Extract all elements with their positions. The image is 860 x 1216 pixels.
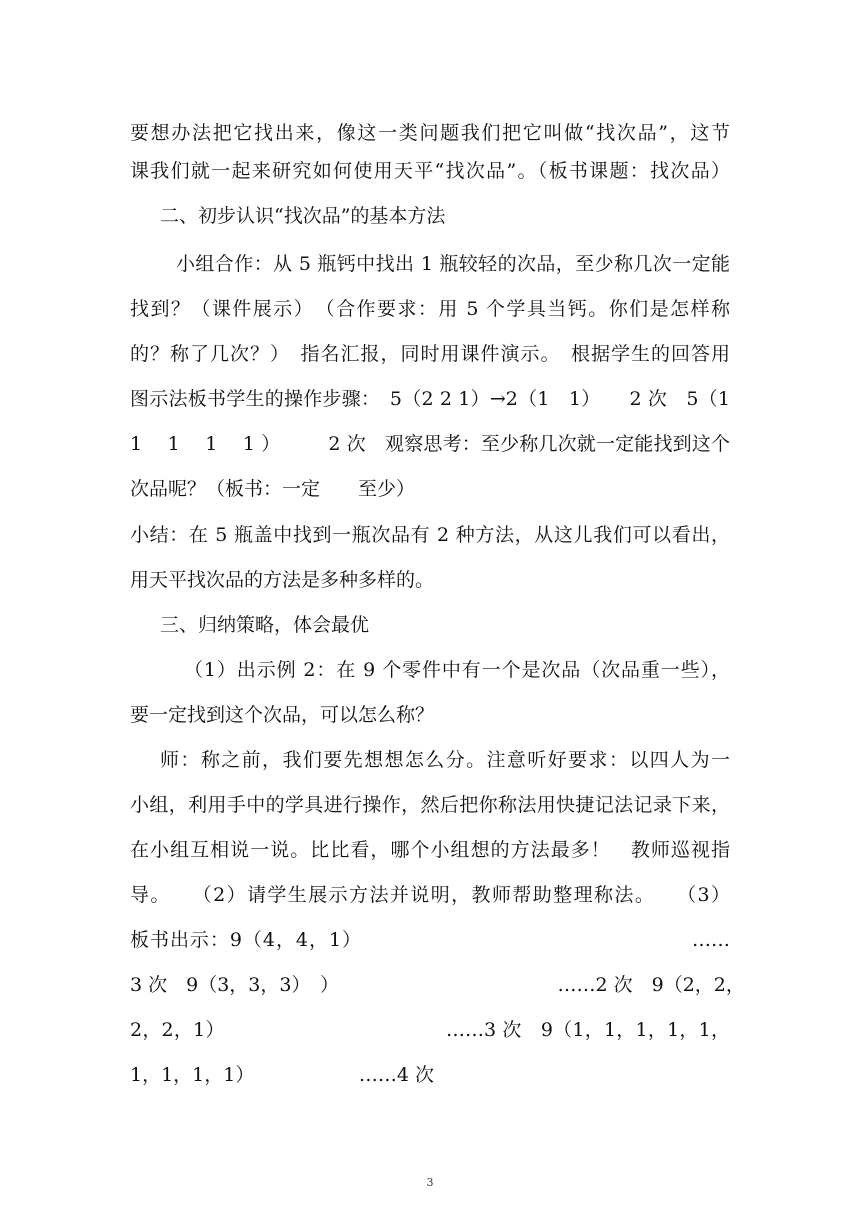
text-line: 要想办法把它找出来，像这一类问题我们把它叫做“找次品”，这节 xyxy=(130,122,730,144)
text-line: 板书出示：9（4，4，1） …… xyxy=(130,929,730,951)
text-line: 要一定找到这个次品，可以怎么称？ xyxy=(130,704,435,726)
text-line: 小组合作：从 5 瓶钙中找出 1 瓶较轻的次品，至少称几次一定能 xyxy=(176,253,730,275)
text-line: 次品呢？（板书：一定 至少） xyxy=(130,478,416,500)
summary-line: 小结：在 5 瓶盖中找到一瓶次品有 2 种方法，从这儿我们可以看出， xyxy=(130,524,730,546)
text-line: （1）出示例 2：在 9 个零件中有一个是次品（次品重一些）， xyxy=(184,659,730,681)
text-line: 导。 （2）请学生展示方法并说明，教师帮助整理称法。 （3） xyxy=(130,884,730,906)
page-number: 3 xyxy=(426,1176,434,1189)
text-line: 小组，利用手中的学具进行操作，然后把你称法用快捷记法记录下来， xyxy=(130,794,730,816)
text-line: 3 次 9（3，3，3） ） ……2 次 9（2，2， xyxy=(130,974,745,996)
text-line: 师：称之前，我们要先想想怎么分。注意听好要求：以四人为一 xyxy=(160,749,730,771)
text-line: 课我们就一起来研究如何使用天平“找次品”。（板书课题：找次品） xyxy=(130,160,730,182)
text-line: 1 1 1 1 ） 2 次 观察思考：至少称几次就一定能找到这个 xyxy=(130,433,730,455)
section-heading: 三、归纳策略，体会最优 xyxy=(160,614,370,636)
text-line: 用天平找次品的方法是多种多样的。 xyxy=(130,569,435,591)
text-line: 图示法板书学生的操作步骤： 5（2 2 1）→2（1 1） 2 次 5（1 xyxy=(130,388,730,410)
text-line: 的？称了几次？） 指名汇报，同时用课件演示。 根据学生的回答用 xyxy=(130,343,730,365)
section-heading: 二、初步认识“找次品”的基本方法 xyxy=(160,205,446,227)
text-line: 2，2，1） ……3 次 9（1，1，1，1，1， xyxy=(130,1019,730,1041)
text-line: 在小组互相说一说。比比看，哪个小组想的方法最多！ 教师巡视指 xyxy=(130,839,730,861)
text-line: 1，1，1，1） ……4 次 xyxy=(130,1064,434,1086)
text-line: 找到？（课件展示） （合作要求：用 5 个学具当钙。你们是怎样称 xyxy=(130,298,730,320)
